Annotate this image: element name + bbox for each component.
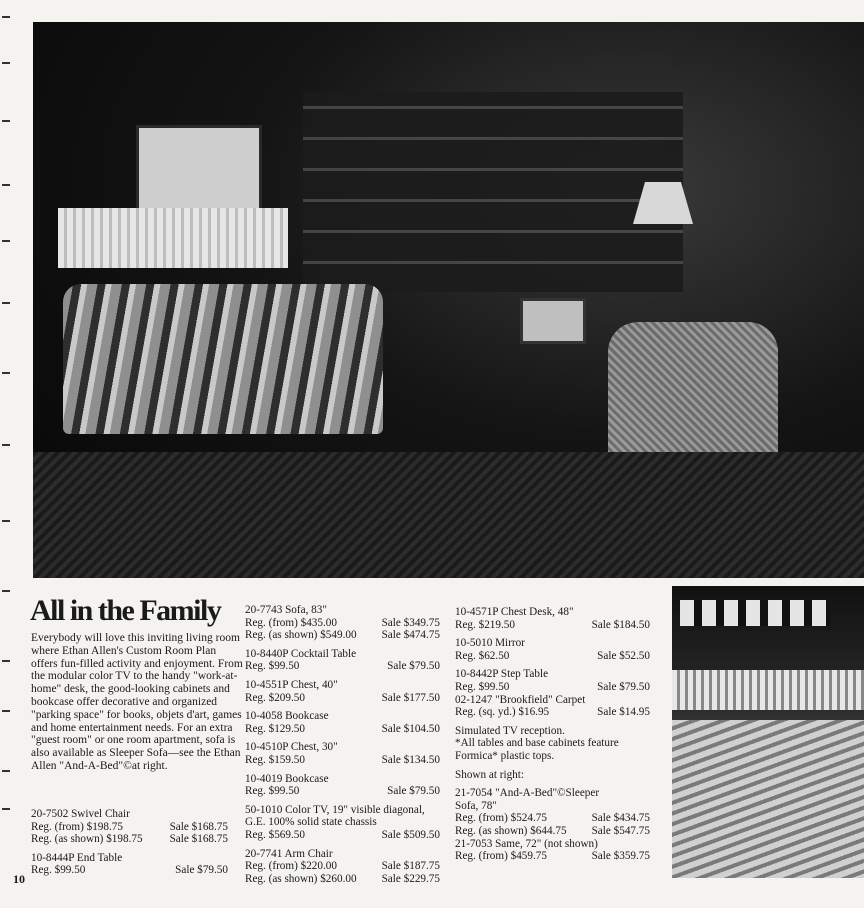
price-row <box>245 860 440 873</box>
regular-price: Reg. $99.50 <box>245 785 300 798</box>
intro-paragraph: Everybody will love this inviting living room where Ethan Allen's Custom Room Plan offers fun-filled activity and enjoyment. From the modular color TV to the handy "work-at-home" desk, the good-looking cabinets and bookcase offer decorative and organized "parking space" for books, objets d'art, games and home entertainment needs. For an extra "guest room" or one room apartment, sofa is also available as Sleeper Sofa—see the Ethan Allen "And-A-Bed"©at right. <box>31 632 243 772</box>
sale-price: Sale $52.50 <box>597 649 650 662</box>
regular-price: Reg. $569.50 <box>245 828 305 841</box>
sale-price: Sale $104.50 <box>381 722 440 735</box>
regular-price: Reg. $99.50 <box>245 660 300 673</box>
regular-price: Reg. (from) $435.00 <box>245 616 337 629</box>
price-row <box>245 629 440 642</box>
price-row <box>245 754 440 767</box>
sale-price: Sale $359.75 <box>591 850 650 863</box>
bookcase-wall <box>303 92 683 292</box>
regular-price: Reg. $62.50 <box>455 649 510 662</box>
price-row <box>245 692 440 705</box>
regular-price: Reg. (as shown) $644.75 <box>455 824 567 837</box>
sale-price: Sale $474.75 <box>381 629 440 642</box>
price-row <box>31 864 228 877</box>
sale-price: Sale $79.50 <box>387 785 440 798</box>
sleeper-sofa-photo <box>672 586 864 878</box>
item-name: Shown at right: <box>455 768 524 781</box>
price-row <box>245 617 440 630</box>
item-name: 10-8444P End Table <box>31 851 123 864</box>
item-name: 20-7743 Sofa, 83" <box>245 604 327 616</box>
striped-sofa <box>63 284 383 434</box>
sale-price: Sale $79.50 <box>597 680 650 693</box>
item-name: 20-7741 Arm Chair <box>245 847 333 860</box>
sale-price: Sale $509.50 <box>381 828 440 841</box>
regular-price: Reg. $129.50 <box>245 722 305 735</box>
sale-price: Sale $79.50 <box>387 660 440 673</box>
regular-price: Reg. $219.50 <box>455 618 515 631</box>
price-row <box>455 650 650 663</box>
regular-price: Reg. (as shown) $260.00 <box>245 872 357 885</box>
sale-price: Sale $349.75 <box>381 616 440 629</box>
item-name: 21-7054 "And-A-Bed"©Sleeper <box>455 787 600 800</box>
item-name: G.E. 100% solid state chassis <box>245 816 377 829</box>
price-row <box>455 850 650 863</box>
sale-price: Sale $434.75 <box>591 812 650 825</box>
carpet <box>33 452 864 578</box>
sale-price: Sale $168.75 <box>169 833 228 846</box>
item-name: 20-7502 Swivel Chair <box>31 808 130 820</box>
price-row <box>245 785 440 798</box>
item-name: 10-4019 Bookcase <box>245 772 329 785</box>
item-name: *All tables and base cabinets feature <box>455 737 619 750</box>
price-list-col1 <box>31 808 228 877</box>
price-row <box>455 706 650 719</box>
regular-price: Reg. (as shown) $549.00 <box>245 629 357 642</box>
sale-price: Sale $79.50 <box>175 864 228 877</box>
regular-price: Reg. (from) $524.75 <box>455 812 547 825</box>
tv-set <box>520 298 586 344</box>
page-title: All in the Family <box>30 594 221 627</box>
item-name: 10-8442P Step Table <box>455 668 549 681</box>
regular-price: Reg. (sq. yd.) $16.95 <box>455 706 550 719</box>
regular-price: Reg. $209.50 <box>245 691 305 704</box>
sale-price: Sale $177.50 <box>381 691 440 704</box>
sale-price: Sale $134.50 <box>381 753 440 766</box>
sale-price: Sale $187.75 <box>381 860 440 873</box>
price-row <box>245 829 440 842</box>
price-row <box>245 660 440 673</box>
sale-price: Sale $168.75 <box>169 820 228 833</box>
price-row <box>455 825 650 838</box>
regular-price: Reg. (as shown) $198.75 <box>31 833 143 846</box>
sale-price: Sale $547.75 <box>591 824 650 837</box>
item-name: 50-1010 Color TV, 19" visible diagonal, <box>245 803 425 816</box>
item-name: 10-4551P Chest, 40" <box>245 678 338 691</box>
price-row <box>31 821 228 834</box>
valance <box>672 670 864 710</box>
price-row <box>455 812 650 825</box>
price-row <box>245 723 440 736</box>
regular-price: Reg. (from) $220.00 <box>245 860 337 873</box>
regular-price: Reg. $99.50 <box>31 864 86 877</box>
item-name: Sofa, 78" <box>455 799 497 812</box>
price-row <box>455 619 650 632</box>
sale-price: Sale $184.50 <box>591 618 650 631</box>
cafe-curtain <box>58 208 288 268</box>
wall-frames <box>680 600 830 626</box>
opened-bed <box>672 720 864 878</box>
room-photo <box>33 22 864 578</box>
item-name: Formica* plastic tops. <box>455 749 555 762</box>
item-name: 21-7053 Same, 72" (not shown) <box>455 837 598 850</box>
item-name: 10-4571P Chest Desk, 48" <box>455 606 574 618</box>
page-number: 10 <box>13 872 25 886</box>
sale-price: Sale $14.95 <box>597 706 650 719</box>
regular-price: Reg. $99.50 <box>455 680 510 693</box>
price-list-col3 <box>455 606 650 863</box>
item-name: 10-8440P Cocktail Table <box>245 647 357 660</box>
price-row <box>31 833 228 846</box>
margin-marks <box>0 0 18 908</box>
item-name: 10-4058 Bookcase <box>245 710 329 723</box>
sale-price: Sale $229.75 <box>381 872 440 885</box>
regular-price: Reg. (from) $459.75 <box>455 850 547 863</box>
item-name: Simulated TV reception. <box>455 724 565 737</box>
regular-price: Reg. (from) $198.75 <box>31 820 123 833</box>
item-name: 02-1247 "Brookfield" Carpet <box>455 693 586 706</box>
item-name: 10-5010 Mirror <box>455 637 525 650</box>
price-row <box>245 873 440 886</box>
price-list-col2 <box>245 604 440 885</box>
regular-price: Reg. $159.50 <box>245 753 305 766</box>
item-name: 10-4510P Chest, 30" <box>245 741 338 754</box>
price-row <box>455 681 650 694</box>
